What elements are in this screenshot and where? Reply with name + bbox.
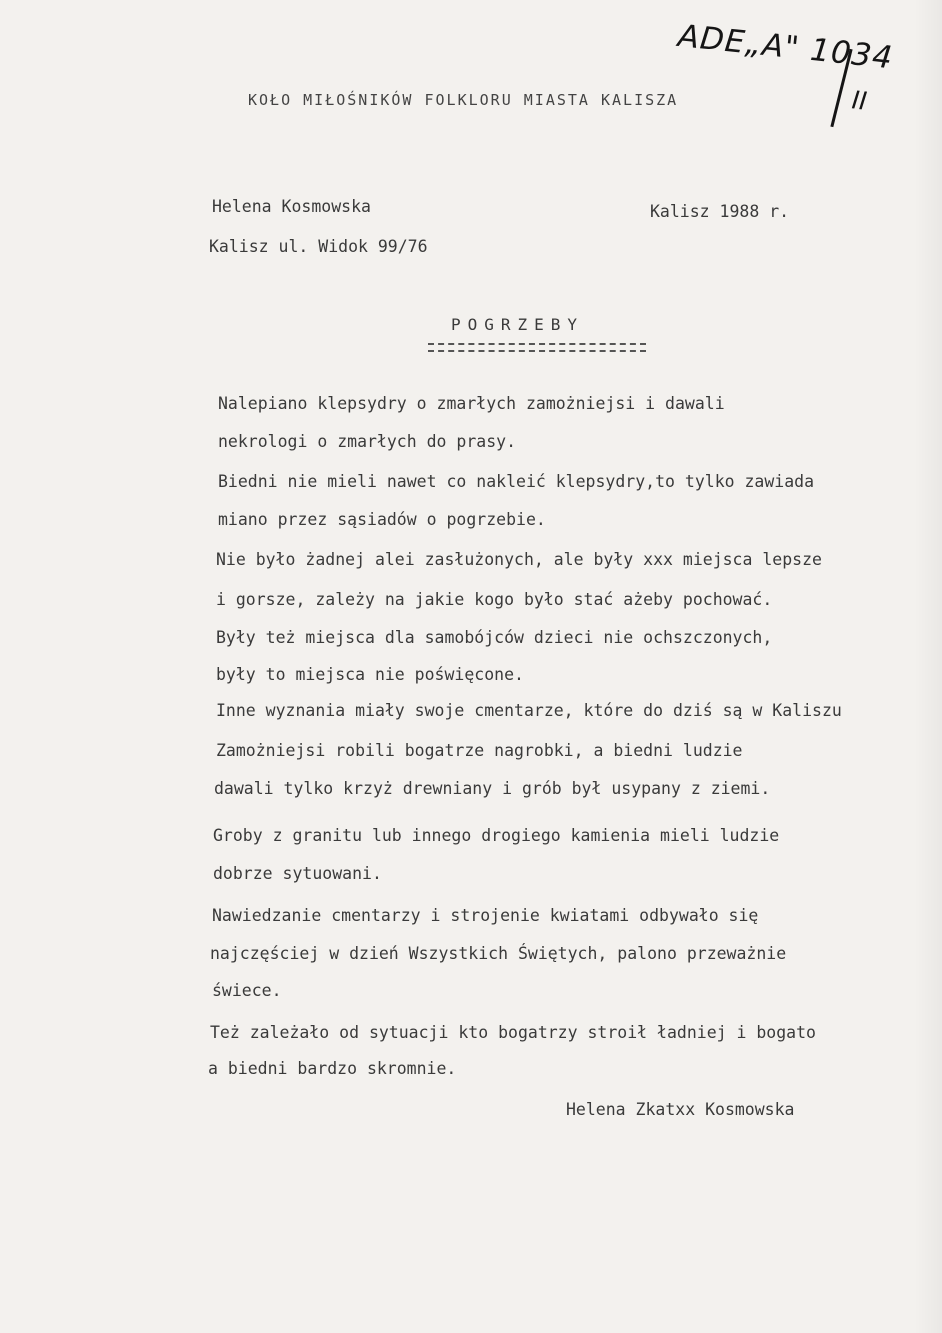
- body-line-2: nekrologi o zmarłych do prasy.: [218, 432, 517, 451]
- date-place: Kalisz 1988 r.: [650, 202, 790, 221]
- body-line-11: dawali tylko krzyż drewniany i grób był usypany z ziemi.: [214, 779, 771, 798]
- body-line-14: Nawiedzanie cmentarzy i strojenie kwiatami odbywało się: [212, 906, 759, 925]
- body-line-15: najczęściej w dzień Wszystkich Świętych, palono przeważnie: [210, 944, 787, 963]
- body-line-6: i gorsze, zależy na jakie kogo było stać ażeby pochować.: [216, 590, 773, 609]
- body-line-18: a biedni bardzo skromnie.: [208, 1059, 457, 1078]
- body-line-4: miano przez sąsiadów o pogrzebie.: [218, 510, 546, 529]
- body-line-13: dobrze sytuowani.: [213, 864, 382, 883]
- body-line-17: Też zależało od sytuacji kto bogatrzy stroił ładniej i bogato: [210, 1023, 816, 1042]
- body-line-9: Inne wyznania miały swoje cmentarze, które do dziś są w Kaliszu: [216, 701, 842, 720]
- document-title: POGRZEBY: [451, 315, 585, 334]
- body-line-7: Były też miejsca dla samobójców dzieci nie ochszczonych,: [216, 628, 773, 647]
- archive-code: ADE„A" 1034: [676, 18, 895, 77]
- body-line-10: Zamożniejsi robili bogatrze nagrobki, a biedni ludzie: [216, 741, 743, 760]
- body-line-8: były to miejsca nie poświęcone.: [216, 665, 524, 684]
- body-line-3: Biedni nie mieli nawet co nakleić klepsydry,to tylko zawiada: [218, 472, 815, 491]
- body-line-16: świece.: [212, 981, 282, 1000]
- author-address: Kalisz ul. Widok 99/76: [209, 237, 428, 256]
- title-underline: [428, 343, 646, 352]
- signature: Helena Zkatxx Kosmowska: [566, 1100, 795, 1119]
- body-line-12: Groby z granitu lub innego drogiego kamienia mieli ludzie: [213, 826, 780, 845]
- organization-header: KOŁO MIŁOŚNIKÓW FOLKLORU MIASTA KALISZA: [248, 91, 679, 109]
- body-line-5: Nie było żadnej alei zasłużonych, ale były xxx miejsca lepsze: [216, 550, 822, 569]
- body-line-1: Nalepiano klepsydry o zmarłych zamożniejsi i dawali: [218, 394, 725, 413]
- archive-mark: [676, 18, 920, 128]
- archive-sub: II: [850, 85, 869, 116]
- author-name: Helena Kosmowska: [212, 197, 371, 216]
